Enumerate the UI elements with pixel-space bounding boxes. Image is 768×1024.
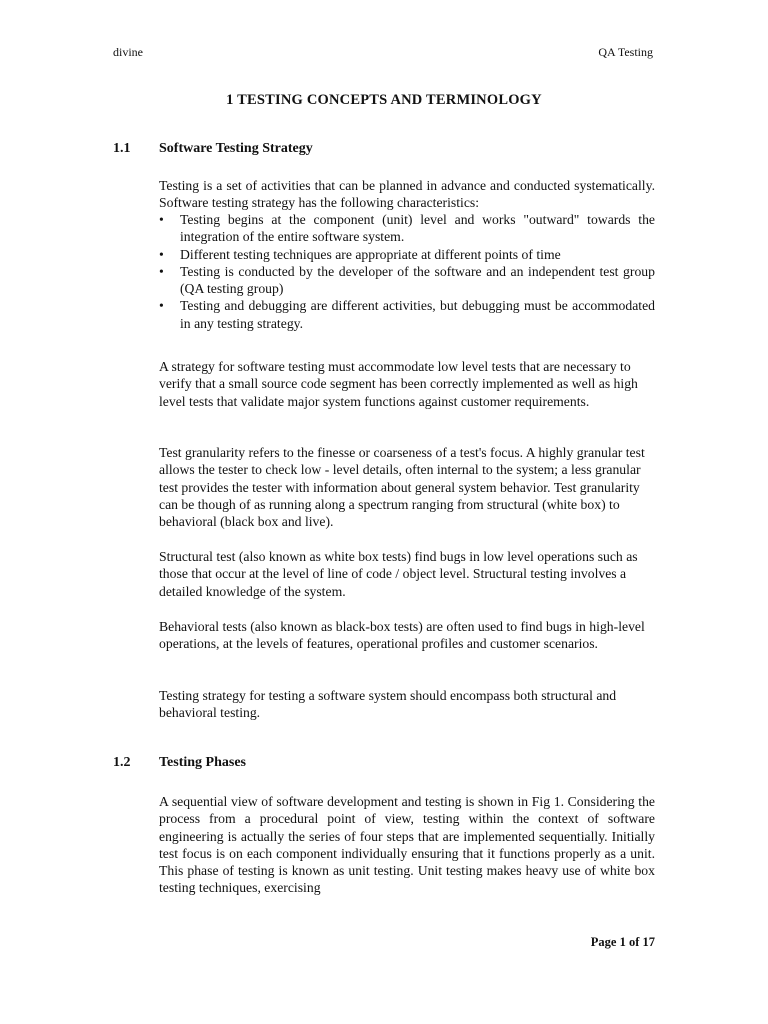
list-item: • Different testing techniques are appropriate at different points of time (159, 246, 561, 262)
page-number: Page 1 of 17 (590, 935, 655, 949)
section-number: 1.1 (113, 141, 131, 156)
list-item: • Testing is conducted by the developer of the software and an independent test group (QA testing group) (159, 263, 655, 297)
header-left: divine (113, 45, 143, 59)
characteristics-list (159, 211, 655, 332)
list-item: • Testing and debugging are different activities, but debugging must be accommodated in any testing strategy. (159, 298, 655, 331)
list-item: • Testing begins at the component (unit) level and works "outward" towards the integration of the entire software system. (159, 212, 655, 245)
paragraph: A strategy for software testing must accommodate low level tests that are necessary to verify that a small source code segment has been correctly implemented as well as high level tests that validate major system functions against customer requirements. (159, 359, 638, 409)
paragraph: Structural test (also known as white box tests) find bugs in low level operations such as those that occur at the level of line of code / object level. Structural testing involves a detailed knowledge of the system. (159, 549, 638, 599)
section-title: Software Testing Strategy (159, 141, 313, 156)
section-title: Testing Phases (159, 755, 247, 770)
paragraph: Test granularity refers to the finesse or coarseness of a test's focus. A highly granular test allows the tester to check low - level details, often internal to the system; a less granular test provides the tester with information about general system behavior. Test granularity can be though of as running along a spectrum ranging from structural (white box) to behavioral (black box and live). (159, 445, 645, 530)
bullet-icon: • (159, 212, 164, 227)
bullet-icon: • (159, 263, 164, 279)
section-intro: Testing is a set of activities that can be planned in advance and conducted systematically. Software testing strategy has the following characteristics: (159, 178, 655, 211)
paragraph: Behavioral tests (also known as black-box tests) are often used to find bugs in high-level operations, at the levels of features, operational profiles and customer scenarios. (159, 619, 645, 652)
bullet-icon: • (159, 246, 164, 262)
paragraph: Testing strategy for testing a software system should encompass both structural and behavioral testing. (159, 688, 617, 721)
document-title: 1 TESTING CONCEPTS AND TERMINOLOGY (226, 92, 542, 108)
section-number: 1.2 (113, 755, 131, 770)
paragraph: A sequential view of software development and testing is shown in Fig 1. Considering the process from a procedural point of view, testing within the context of software engineering is actually the series of four steps that are implemented sequentially. Initially test focus is on each component individually ensuring that it functions properly as a unit. This phase of testing is known as unit testing. Unit testing makes heavy use of white box testing techniques, exercising (159, 794, 655, 896)
bullet-icon: • (159, 298, 164, 314)
header-right: QA Testing (598, 45, 653, 59)
